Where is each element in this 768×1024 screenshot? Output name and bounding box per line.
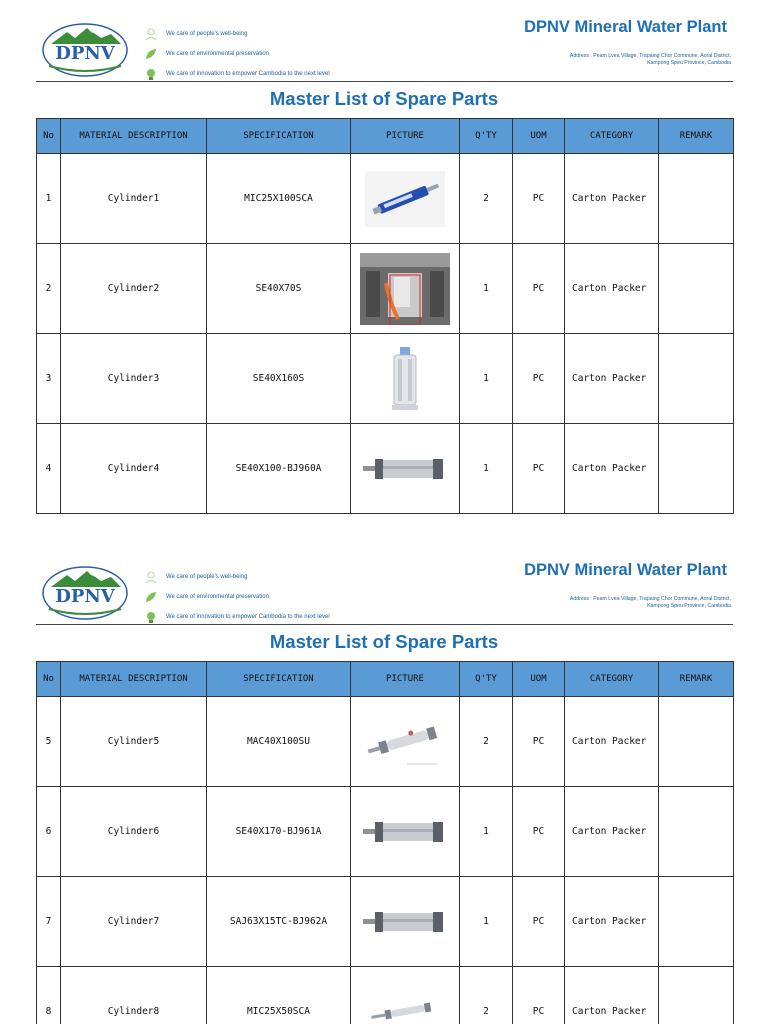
table-row — [37, 697, 734, 787]
cell-qty: 1 — [460, 244, 513, 334]
table-header-row — [37, 119, 734, 154]
table-row — [37, 877, 734, 967]
cell-category: Carton Packer — [565, 697, 659, 787]
cell-specification: MIC25X100SCA — [207, 154, 351, 244]
cell-specification: SAJ63X15TC-BJ962A — [207, 877, 351, 967]
cell-remark — [659, 967, 734, 1024]
profile-cylinder-photo — [361, 447, 449, 491]
col-header-qty: Q'TY — [460, 119, 513, 154]
cell-specification: MAC40X100SU — [207, 697, 351, 787]
company-address — [491, 596, 731, 611]
slogan-text: We care of innovation to empower Cambodia to the next level — [166, 71, 330, 77]
cell-picture — [351, 787, 460, 877]
lightbulb-icon — [144, 67, 158, 81]
svg-text:DPNV: DPNV — [55, 43, 115, 64]
leaf-icon — [144, 590, 158, 604]
slogan-text: We care of innovation to empower Cambodia to the next level — [166, 614, 330, 620]
cell-picture — [351, 877, 460, 967]
dpnv-logo-icon — [41, 22, 129, 78]
col-header-picture: PICTURE — [351, 662, 460, 697]
slogan-text: We care of people's well-being — [166, 574, 248, 580]
address-line: Kampong Speu Province, Cambodia — [647, 603, 731, 610]
cell-picture — [351, 154, 460, 244]
table-row — [37, 244, 734, 334]
cell-uom: PC — [513, 424, 565, 514]
cell-description: Cylinder4 — [61, 424, 207, 514]
spare-parts-table — [36, 661, 734, 1024]
cell-qty: 2 — [460, 154, 513, 244]
profile-cylinder-photo — [361, 900, 449, 944]
cell-specification: SE40X160S — [207, 334, 351, 424]
cell-no: 5 — [37, 697, 61, 787]
cell-no: 1 — [37, 154, 61, 244]
address-line: Kampong Speu Province, Cambodia — [647, 60, 731, 67]
col-header-specification: SPECIFICATION — [207, 119, 351, 154]
profile-cylinder-photo — [361, 810, 449, 854]
installed-cylinder-machine-photo — [360, 253, 450, 325]
dpnv-logo-icon — [41, 565, 129, 621]
cell-description: Cylinder7 — [61, 877, 207, 967]
table-row — [37, 154, 734, 244]
col-header-description: MATERIAL DESCRIPTION — [61, 662, 207, 697]
cell-no: 6 — [37, 787, 61, 877]
cell-uom: PC — [513, 697, 565, 787]
col-header-picture: PICTURE — [351, 119, 460, 154]
person-care-icon — [144, 570, 158, 584]
leaf-icon — [144, 47, 158, 61]
pen-cylinder-blue-photo — [365, 171, 445, 227]
cell-category: Carton Packer — [565, 244, 659, 334]
vertical-cylinder-photo — [380, 345, 430, 413]
slogan-item — [144, 64, 394, 84]
letterhead — [36, 557, 733, 625]
person-care-icon — [144, 27, 158, 41]
lightbulb-icon — [144, 610, 158, 624]
cell-remark — [659, 787, 734, 877]
cell-uom: PC — [513, 154, 565, 244]
document-title: Master List of Spare Parts — [269, 88, 499, 109]
cell-uom: PC — [513, 244, 565, 334]
slogan-item — [144, 607, 394, 627]
slogan-text: We care of people's well-being — [166, 31, 248, 37]
cell-category: Carton Packer — [565, 787, 659, 877]
cell-qty: 1 — [460, 334, 513, 424]
cell-qty: 2 — [460, 967, 513, 1024]
col-header-uom: UOM — [513, 662, 565, 697]
address-line: Address : Peam Lvea Village, Trapaing Chor Commune, Aoral District, — [569, 596, 731, 602]
company-name: DPNV Mineral Water Plant — [524, 18, 727, 36]
letterhead — [36, 14, 733, 82]
cell-category: Carton Packer — [565, 424, 659, 514]
cell-qty: 1 — [460, 787, 513, 877]
address-line: Address : Peam Lvea Village, Trapaing Chor Commune, Aoral District, — [569, 53, 731, 59]
table-row — [37, 967, 734, 1024]
slogan-list — [144, 567, 394, 627]
cell-description: Cylinder5 — [61, 697, 207, 787]
col-header-specification: SPECIFICATION — [207, 662, 351, 697]
col-header-qty: Q'TY — [460, 662, 513, 697]
table-row — [37, 787, 734, 877]
company-address — [491, 53, 731, 68]
cell-picture — [351, 697, 460, 787]
cell-picture — [351, 334, 460, 424]
cell-category: Carton Packer — [565, 334, 659, 424]
slogan-text: We care of environmental preservation — [166, 594, 269, 600]
slogan-item — [144, 44, 394, 64]
cell-category: Carton Packer — [565, 967, 659, 1024]
cell-picture — [351, 244, 460, 334]
cell-description: Cylinder1 — [61, 154, 207, 244]
cell-no: 8 — [37, 967, 61, 1024]
cell-uom: PC — [513, 877, 565, 967]
cell-specification: SE40X70S — [207, 244, 351, 334]
cell-uom: PC — [513, 334, 565, 424]
spare-parts-table — [36, 118, 734, 514]
cell-uom: PC — [513, 967, 565, 1024]
slogan-item — [144, 567, 394, 587]
cell-qty: 1 — [460, 877, 513, 967]
mini-cylinder-photo — [365, 994, 445, 1024]
cell-remark — [659, 697, 734, 787]
col-header-no: No — [37, 662, 61, 697]
cell-picture — [351, 424, 460, 514]
cell-no: 2 — [37, 244, 61, 334]
cell-specification: SE40X100-BJ960A — [207, 424, 351, 514]
cell-specification: SE40X170-BJ961A — [207, 787, 351, 877]
company-name: DPNV Mineral Water Plant — [524, 561, 727, 579]
cell-qty: 1 — [460, 424, 513, 514]
cell-description: Cylinder8 — [61, 967, 207, 1024]
document-title: Master List of Spare Parts — [269, 631, 499, 652]
cell-no: 4 — [37, 424, 61, 514]
col-header-description: MATERIAL DESCRIPTION — [61, 119, 207, 154]
cell-remark — [659, 877, 734, 967]
cell-remark — [659, 154, 734, 244]
round-cylinder-photo — [361, 714, 449, 770]
cell-no: 3 — [37, 334, 61, 424]
table-header-row — [37, 662, 734, 697]
col-header-category: CATEGORY — [565, 119, 659, 154]
col-header-remark: REMARK — [659, 119, 734, 154]
cell-qty: 2 — [460, 697, 513, 787]
cell-category: Carton Packer — [565, 877, 659, 967]
cell-category: Carton Packer — [565, 154, 659, 244]
cell-remark — [659, 244, 734, 334]
cell-remark — [659, 424, 734, 514]
slogan-list — [144, 24, 394, 84]
cell-description: Cylinder2 — [61, 244, 207, 334]
cell-description: Cylinder3 — [61, 334, 207, 424]
table-row — [37, 424, 734, 514]
cell-no: 7 — [37, 877, 61, 967]
cell-specification: MIC25X50SCA — [207, 967, 351, 1024]
col-header-no: No — [37, 119, 61, 154]
svg-text:DPNV: DPNV — [55, 586, 115, 607]
cell-uom: PC — [513, 787, 565, 877]
cell-remark — [659, 334, 734, 424]
cell-picture — [351, 967, 460, 1024]
slogan-item — [144, 587, 394, 607]
slogan-item — [144, 24, 394, 44]
slogan-text: We care of environmental preservation — [166, 51, 269, 57]
col-header-category: CATEGORY — [565, 662, 659, 697]
col-header-uom: UOM — [513, 119, 565, 154]
col-header-remark: REMARK — [659, 662, 734, 697]
table-row — [37, 334, 734, 424]
cell-description: Cylinder6 — [61, 787, 207, 877]
